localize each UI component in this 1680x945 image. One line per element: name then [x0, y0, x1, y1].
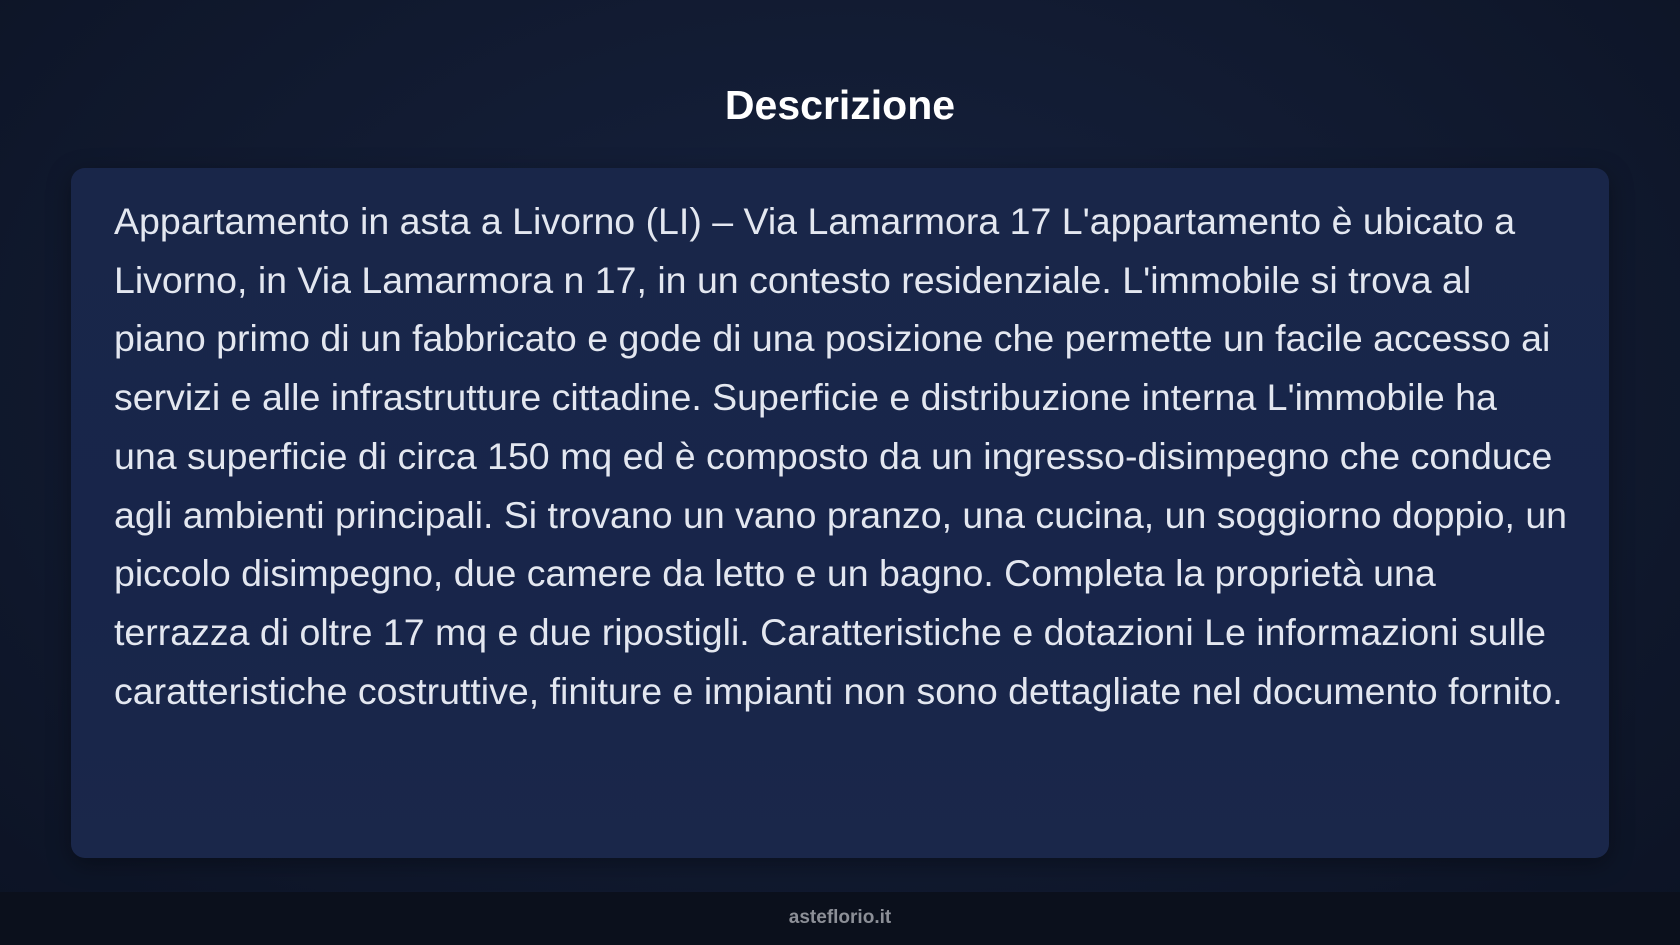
description-card [71, 168, 1609, 858]
description-text: Appartamento in asta a Livorno (LI) – Via Lamarmora 17 L'appartamento è ubicato a Livorno, in Via Lamarmora n 17, in un contesto residenziale. L'immobile si trova al piano primo di un fabbricato e gode di una posizione che permette un facile accesso ai servizi e alle infrastrutture cittadine. Superficie e distribuzione interna L'immobile ha una superficie di circa 150 mq ed è composto da un ingresso-disimpegno che conduce agli ambienti principali. Si trovano un vano pranzo, una cucina, un soggiorno doppio, un piccolo disimpegno, due camere da letto e un bagno. Completa la proprietà una terrazza di oltre 17 mq e due ripostigli. Caratteristiche e dotazioni Le informazioni sulle caratteristiche costruttive, finiture e impianti non sono dettagliate nel documento fornito. [114, 200, 1568, 712]
page-title: Descrizione [724, 82, 956, 128]
footer-site-label: asteflorio.it [788, 907, 892, 928]
footer [0, 892, 1680, 945]
